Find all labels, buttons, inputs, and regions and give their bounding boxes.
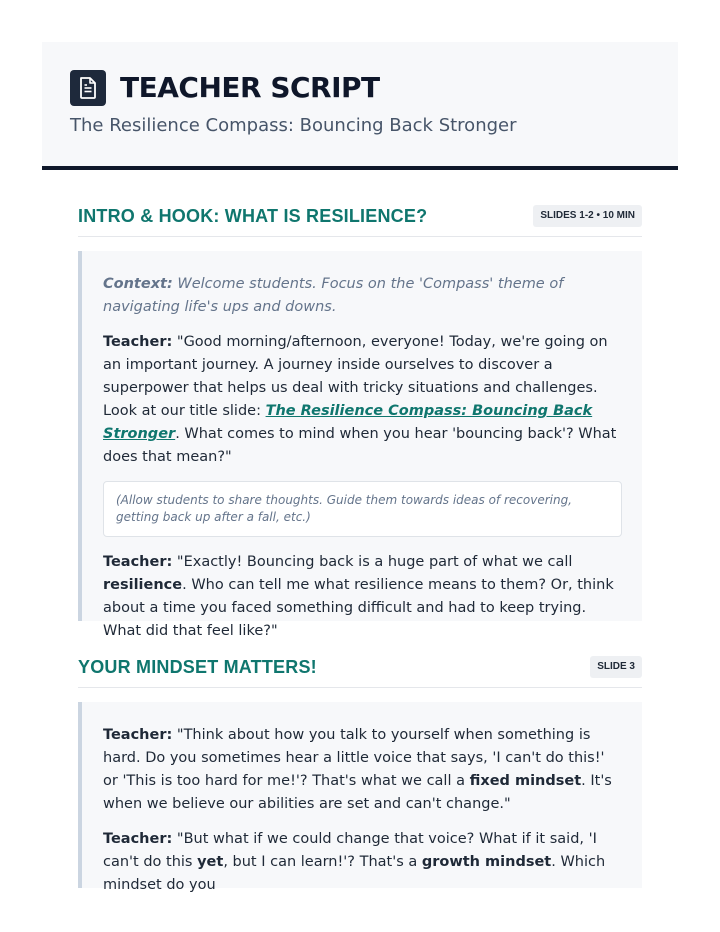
context-label: Context: (103, 276, 173, 292)
key-term: yet (197, 854, 224, 870)
speaker-label: Teacher: (103, 334, 173, 350)
key-term: resilience (103, 577, 183, 593)
key-term: growth mindset (421, 854, 552, 870)
script-block-intro (78, 251, 642, 639)
page-header (42, 42, 678, 170)
key-term: fixed mindset (469, 773, 582, 789)
document-icon (70, 70, 106, 106)
teacher-line: Teacher: "Think about how you talk to yourself when something is hard. Do you sometimes hear a little voice that says, 'I can't do this!' or 'This is too hard for me!'? That's what we call a fixed mindset. It's when we believe our abilities are set and can't change." (103, 727, 612, 812)
slides-badge: SLIDES 1-2 • 10 MIN (533, 205, 642, 227)
instruction-note: (Allow students to share thoughts. Guide them towards ideas of recovering, getting back up after a fall, etc.) (103, 481, 622, 537)
context-text: Welcome students. Focus on the 'Compass' theme of navigating life's ups and downs. (103, 276, 564, 315)
page-title: TEACHER SCRIPT (120, 71, 380, 104)
script-block-mindset (78, 702, 642, 893)
teacher-line: Teacher: "Good morning/afternoon, everyone! Today, we're going on an important journey. A journey inside ourselves to discover a superpower that helps us deal with tricky situations and challenges. Look at our title slide: The Resilience Compass: Bouncing Back Stronger. What comes to mind when you hear 'bouncing back'? What does that mean?" (103, 334, 617, 465)
title-slide-link[interactable]: The Resilience Compass: Bouncing Back Stronger (103, 403, 593, 442)
speaker-label: Teacher: (103, 727, 173, 743)
teacher-line: Teacher: "But what if we could change that voice? What if it said, 'I can't do this yet, but I can learn!'? That's a growth mindset. Which mindset do you (103, 831, 606, 893)
section-header-intro (78, 205, 642, 237)
page-subtitle: The Resilience Compass: Bouncing Back Stronger (70, 115, 517, 136)
section-title: YOUR MINDSET MATTERS! (78, 657, 317, 677)
section-header-mindset (78, 656, 642, 688)
teacher-line: Teacher: "Exactly! Bouncing back is a huge part of what we call resilience. Who can tell me what resilience means to them? Or, think about a time you faced something difficult and had to keep trying. What did that feel like?" (103, 554, 614, 639)
section-title: INTRO & HOOK: WHAT IS RESILIENCE? (78, 206, 428, 226)
slides-badge: SLIDE 3 (590, 656, 642, 678)
speaker-label: Teacher: (103, 831, 173, 847)
context-note (103, 273, 622, 319)
speaker-label: Teacher: (103, 554, 173, 570)
